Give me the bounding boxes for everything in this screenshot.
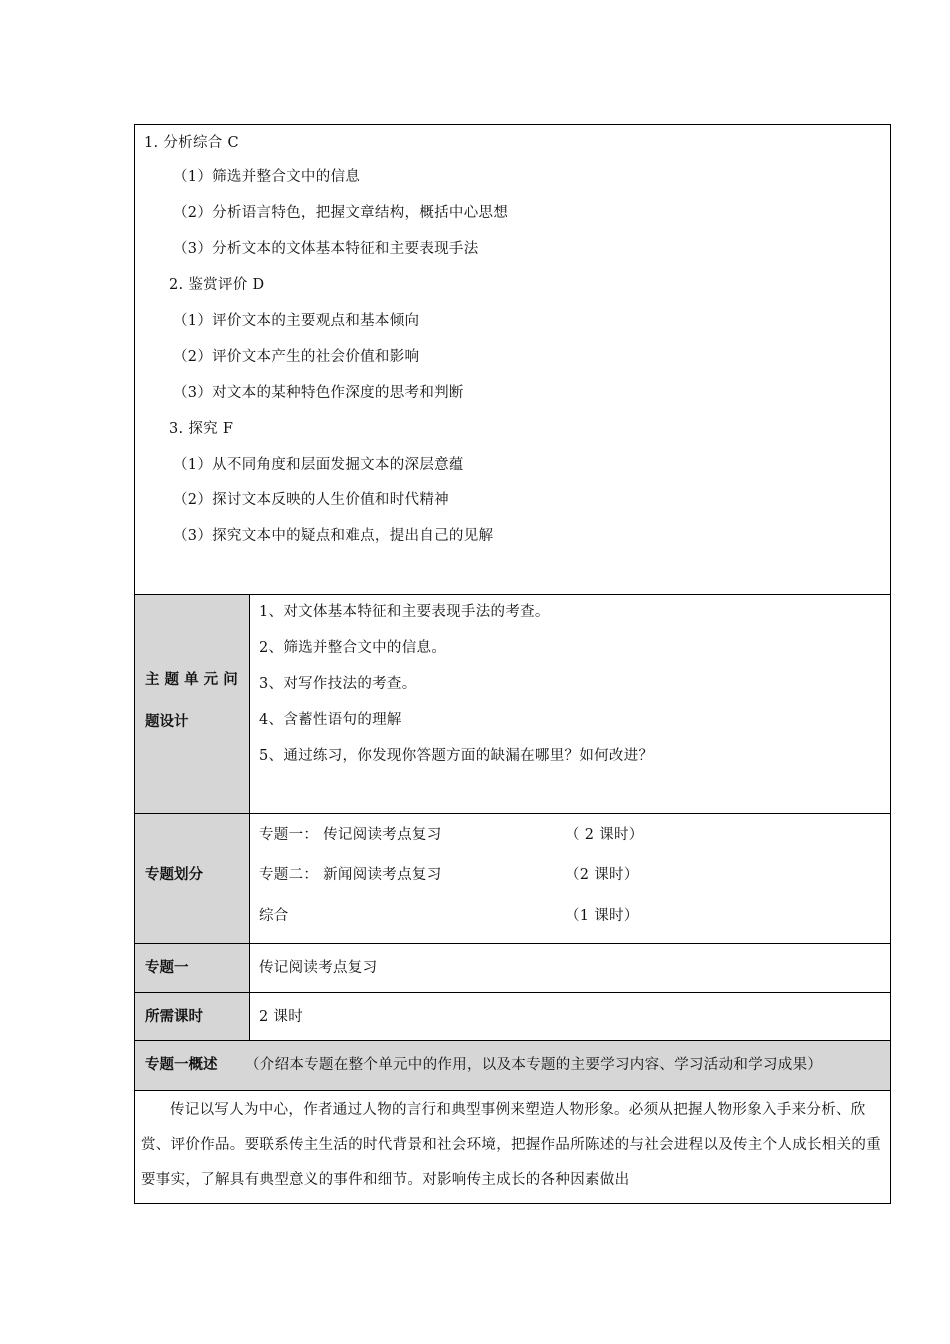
question-item: 2、筛选并整合文中的信息。 — [259, 640, 447, 656]
question-item: 5、通过练习，你发现你答题方面的缺漏在哪里？如何改进？ — [259, 748, 654, 764]
objective-line: 3. 探究 F — [169, 421, 234, 437]
division-topic-hours: （2 课时） — [565, 867, 639, 883]
question-item: 3、对写作技法的考查。 — [259, 676, 417, 692]
question-design-label-cell — [135, 595, 250, 813]
objective-line: （1）筛选并整合文中的信息 — [173, 169, 361, 185]
required-hours-label-cell — [135, 993, 250, 1040]
objective-line: （2）评价文本产生的社会价值和影响 — [173, 349, 420, 365]
objective-line: （3）对文本的某种特色作深度的思考和判断 — [173, 385, 464, 401]
overview-header-row — [135, 1041, 890, 1091]
division-topic-name: 综合 — [259, 908, 289, 924]
objective-line: （3）分析文本的文体基本特征和主要表现手法 — [173, 241, 479, 257]
objective-line: （2）分析语言特色，把握文章结构，概括中心思想 — [173, 205, 509, 221]
lesson-plan-table — [134, 124, 891, 1204]
division-topic-hours: （ 2 课时） — [565, 827, 644, 843]
objective-line: 2. 鉴赏评价 D — [169, 277, 265, 293]
topic-one-row — [135, 944, 890, 993]
objective-line: （3）探究文本中的疑点和难点，提出自己的见解 — [173, 528, 494, 544]
topic-division-label: 专题划分 — [145, 867, 203, 883]
required-hours-row — [135, 993, 890, 1041]
required-hours-value: 2 课时 — [259, 1009, 304, 1025]
topic-one-label-cell — [135, 944, 250, 992]
required-hours-label: 所需课时 — [145, 1009, 203, 1025]
objective-line: （2）探讨文本反映的人生价值和时代精神 — [173, 492, 449, 508]
objectives-row — [135, 125, 890, 595]
question-design-label-line1: 主 题 单 元 问 — [145, 672, 238, 688]
topic-one-label: 专题一 — [145, 960, 189, 976]
objective-line: （1）从不同角度和层面发掘文本的深层意蕴 — [173, 457, 464, 473]
overview-body-row — [135, 1091, 890, 1203]
question-item: 4、含蓄性语句的理解 — [259, 712, 402, 728]
overview-note: （介绍本专题在整个单元中的作用，以及本专题的主要学习内容、学习活动和学习成果） — [245, 1057, 823, 1073]
question-design-label-line2: 题设计 — [145, 714, 189, 730]
objective-line: （1）评价文本的主要观点和基本倾向 — [173, 313, 420, 329]
objective-line: 1. 分析综合 C — [144, 135, 239, 151]
question-design-row — [135, 595, 890, 814]
topic-division-label-cell — [135, 814, 250, 943]
question-item: 1、对文体基本特征和主要表现手法的考查。 — [259, 604, 550, 620]
division-topic-name: 专题一： 传记阅读考点复习 — [259, 827, 442, 843]
division-topic-name: 专题二： 新闻阅读考点复习 — [259, 867, 442, 883]
overview-label: 专题一概述 — [145, 1057, 218, 1073]
topic-one-value: 传记阅读考点复习 — [259, 960, 378, 976]
division-topic-hours: （1 课时） — [565, 908, 639, 924]
topic-division-row — [135, 814, 890, 944]
overview-paragraph: 传记以写人为中心，作者通过人物的言行和典型事例来塑造人物形象。必须从把握人物形象入手来分析、欣赏、评价作品。要联系传主生活的时代背景和社会环境，把握作品所陈述的与社会进程以及传主个人成长相关的重要事实，了解具有典型意义的事件和细节。对影响传主成长的各种因素做出 — [141, 1102, 881, 1188]
